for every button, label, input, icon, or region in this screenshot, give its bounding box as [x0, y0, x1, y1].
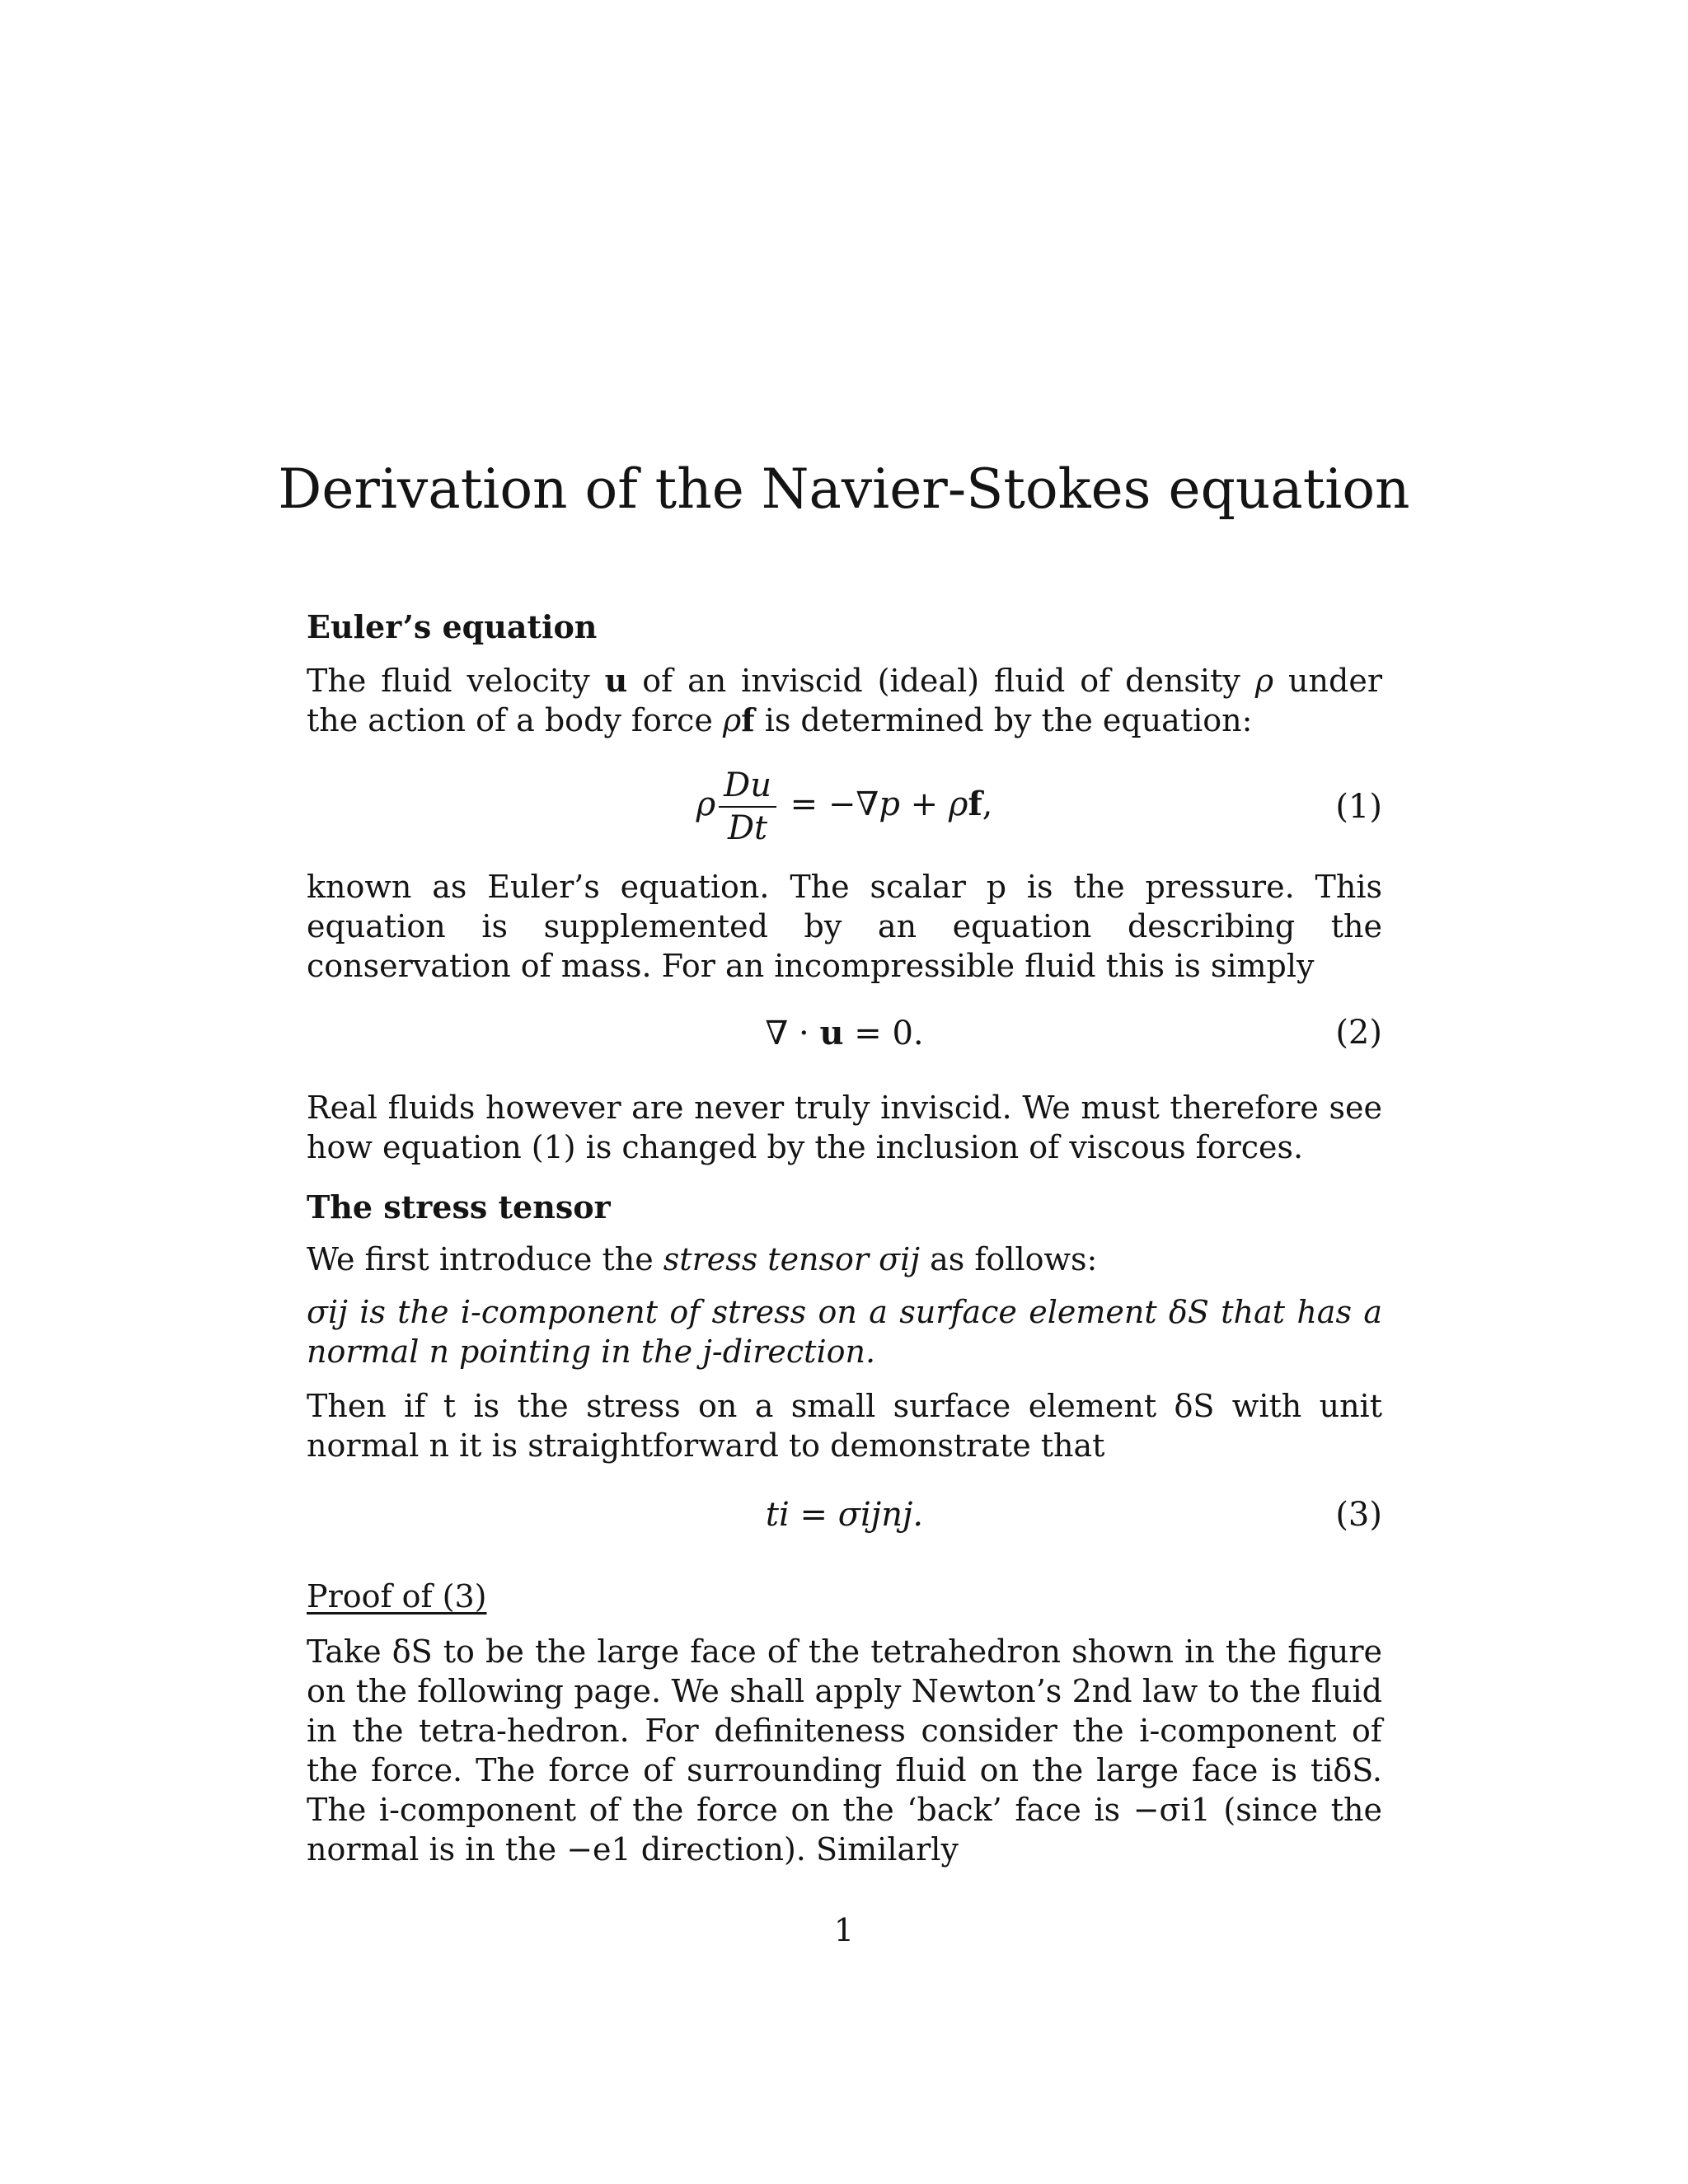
paragraph-proof: Take δS to be the large face of the tetrahedron shown in the figure on the following page. We shall apply Newton’s 2nd law to the fluid in the tetra-hedron. For definiteness consider the i-component of the force. The force of surrounding fluid on the large face is tiδS. The i-component of the force on the ‘back’ face is −σi1 (since the normal is in the −e1 direction). Similarly [307, 1633, 1382, 1868]
equation-1-expression: ρ $\frac{Du}{Dt}$ = −∇p + ρf, [696, 766, 993, 847]
equation-2-number: (2) [1335, 1014, 1382, 1052]
equation-3-number: (3) [1335, 1496, 1382, 1534]
paragraph-stress-intro: We first introduce the stress tensor σij as follows: [307, 1241, 1098, 1277]
paragraph-stress-then: Then if t is the stress on a small surface element δS with unit normal n it is straightforward to demonstrate that [307, 1388, 1382, 1464]
document-title: Derivation of the Navier-Stokes equation [278, 457, 1410, 521]
equation-1 [307, 766, 1382, 857]
paragraph-euler-known: known as Euler’s equation. The scalar p is the pressure. This equation is supplemented by an equation describing the conservation of mass. For an incompressible fluid this is simply [307, 869, 1382, 984]
paragraph-euler-intro: The fluid velocity u of an inviscid (ideal) fluid of density ρ under the action of a body force ρf is determined by the equation: [307, 662, 1382, 738]
section-heading-stress-tensor: The stress tensor [307, 1188, 611, 1226]
equation-2-expression: ∇ · u = 0. [765, 1014, 924, 1052]
page-number: 1 [833, 1912, 855, 1948]
fraction: $\frac{Du}{Dt}$ [719, 766, 776, 847]
equation-2 [307, 1014, 1382, 1063]
proof-label: Proof of (3) [307, 1578, 487, 1615]
equation-1-number: (1) [1335, 788, 1382, 826]
equation-3 [307, 1496, 1382, 1545]
equation-3-expression: ti = σijnj. [765, 1496, 924, 1534]
section-heading-euler: Euler’s equation [307, 608, 598, 645]
definition-stress-tensor: σij is the i-component of stress on a surface element δS that has a normal n pointing in the j-direction. [307, 1294, 1382, 1370]
paragraph-real-fluids: Real fluids however are never truly inviscid. We must therefore see how equation (1) is changed by the inclusion of viscous forces. [307, 1090, 1382, 1165]
